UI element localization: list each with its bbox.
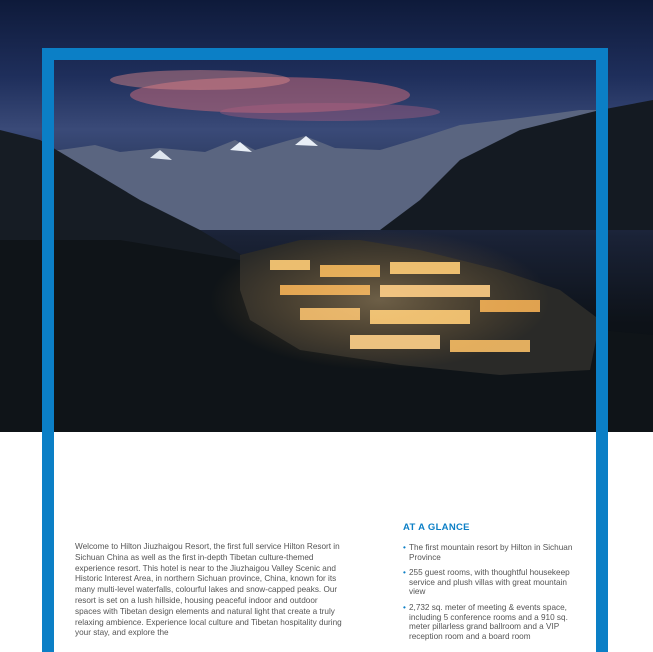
glance-item-text: 255 guest rooms, with thoughtful housekeep service and plush villas with great mountain view [409,568,570,597]
bullet-icon: • [403,602,406,612]
at-a-glance-heading: AT A GLANCE [403,522,470,533]
glance-item [403,603,579,641]
frame-left-border [42,48,54,652]
intro-paragraph: Welcome to Hilton Jiuzhaigou Resort, the first full service Hilton Resort in Sichuan China as well as the first in-depth Tibetan culture-themed experience resort. This hotel is near to the Jiuzhaigou Valley Scenic and Historic Interest Area, in northern Sichuan province, China, known for its many multi-level waterfalls, colourful lakes and snow-capped peaks. Our resort is set on a lush hillside, housing peaceful indoor and outdoor spaces with Tibetan design elements and natural light that create a truly relaxing ambience. Experience local culture and Tibetan hospitality during your stay, and explore the [75,542,342,638]
glance-item-text: 2,732 sq. meter of meeting & events space, including 5 conference rooms and a 910 sq. meter pillarless grand ballroom and a VIP reception room and a board room [409,602,568,641]
glance-item [403,543,579,562]
frame-top-border [42,48,608,60]
bullet-icon: • [403,568,406,578]
glance-item [403,568,579,597]
at-a-glance-list [403,543,579,647]
bullet-icon: • [403,543,406,552]
glance-item-text: The first mountain resort by Hilton in Sichuan Province [409,543,573,562]
frame-right-border [596,48,608,652]
